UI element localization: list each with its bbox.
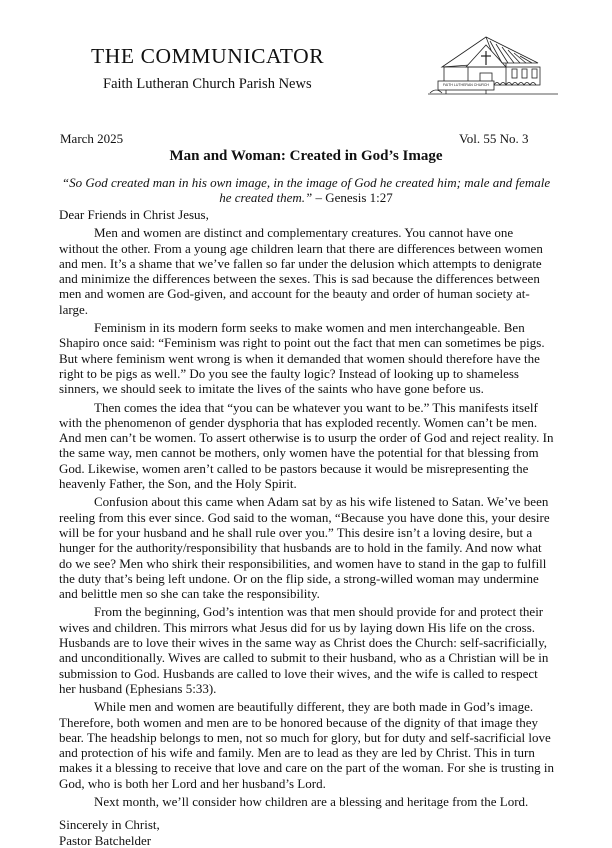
- church-sign-text: FAITH LUTHERAN CHURCH: [443, 83, 489, 87]
- paragraph-7: Next month, we’ll consider how children are a blessing and heritage from the Lord.: [94, 793, 529, 809]
- closing-block: [59, 817, 554, 848]
- newsletter-title: THE COMMUNICATOR: [91, 44, 325, 68]
- article-title: Man and Woman: Created in God’s Image: [169, 148, 443, 164]
- issue-volume: Vol. 55 No. 3: [459, 131, 529, 146]
- paragraph-5: From the beginning, God’s intention was that men should provide for and protect their wives and children. This mirrors what Jesus did for us by laying down His life on the cross. Husbands are to love their wives in the same way as Christ does the Church: self-sacrificially, and unconditionally. Wives are called to submit to their husband, who as a Christian will be in submission to God. Husbands are called to love their wives, and the wife is called to respect her husband (Ephesians 5:33).: [59, 604, 549, 696]
- issue-date: March 2025: [60, 131, 124, 146]
- epigraph: [60, 175, 552, 206]
- paragraph-4: Confusion about this came when Adam sat by as his wife listened to Satan. We’ve been reeling from this ever since. God said to the woman, “Because you have done this, your desire will be for your husband and he shall rule over you.” This desire isn’t a loving desire, but a hunger for the authority/responsibility that husbands are to hold in the family. And now what do we see? Men who shirk their responsibilities, and women have to stand in the gap to fulfill the duty that’s being left undone. Or on the flip side, a strong-willed woman may undermine and belittle men so she can take the responsibility.: [59, 494, 550, 602]
- paragraph-1: Men and women are distinct and complementary creatures. You cannot have one without the other. From a young age children learn that there are differences between women and men. It’s a shame that we’ve fallen so far under the delusion which attempts to denigrate and minimize the differences between the sexes. This is sad because the differences between men and women are God-given, and account for the beauty and order of human society at-large.: [59, 225, 543, 317]
- salutation: Dear Friends in Christ Jesus,: [59, 207, 209, 222]
- paragraph-2: Feminism in its modern form seeks to make women and men interchangeable. Ben Shapiro once said: “Feminism was right to point out the fact that men can sometimes be pigs. But where feminism went wrong is when it demanded that women should therefore have the right to be pigs as well.” Do you see the faulty logic? Instead of looking up to shameless sinners, we should seek to imitate the lives of the saints who have gone before us.: [59, 320, 545, 397]
- signature: Pastor Batchelder: [59, 832, 152, 848]
- epigraph-source: – Genesis 1:27: [312, 190, 393, 206]
- paragraph-3: Then comes the idea that “you can be whatever you want to be.” This manifests itself with the phenomenon of gender dysphoria that has exploded recently. Women can’t be men. And men can’t be women. To assert otherwise is to usurp the order of God and reject reality. In the same way, men cannot be mothers, only women have the potential for that blessing from God. Likewise, women aren’t called to be pastors because it would be misrepresenting the heavenly Father, the Son, and the Holy Spirit.: [59, 399, 554, 492]
- epigraph-quote: “So God created man in his own image, in the image of God he created him; male and female he created them.”: [61, 175, 551, 206]
- newsletter-subtitle: Faith Lutheran Church Parish News: [103, 76, 312, 92]
- paragraph-6: While men and women are beautifully different, they are both made in God’s image. Therefore, both women and men are to be honored because of the dignity of that image they bear. The headship belongs to men, not so much for glory, but for duty and self-sacrificial love and protection of his wife and family. Men are to lead as they are led by Christ. This in turn makes it a blessing to receive that love and care on the part of the woman. For she is trusting in God, who is both her Lord and her husband’s Lord.: [59, 699, 554, 791]
- closing: Sincerely in Christ,: [59, 817, 160, 833]
- article-body: [59, 207, 554, 848]
